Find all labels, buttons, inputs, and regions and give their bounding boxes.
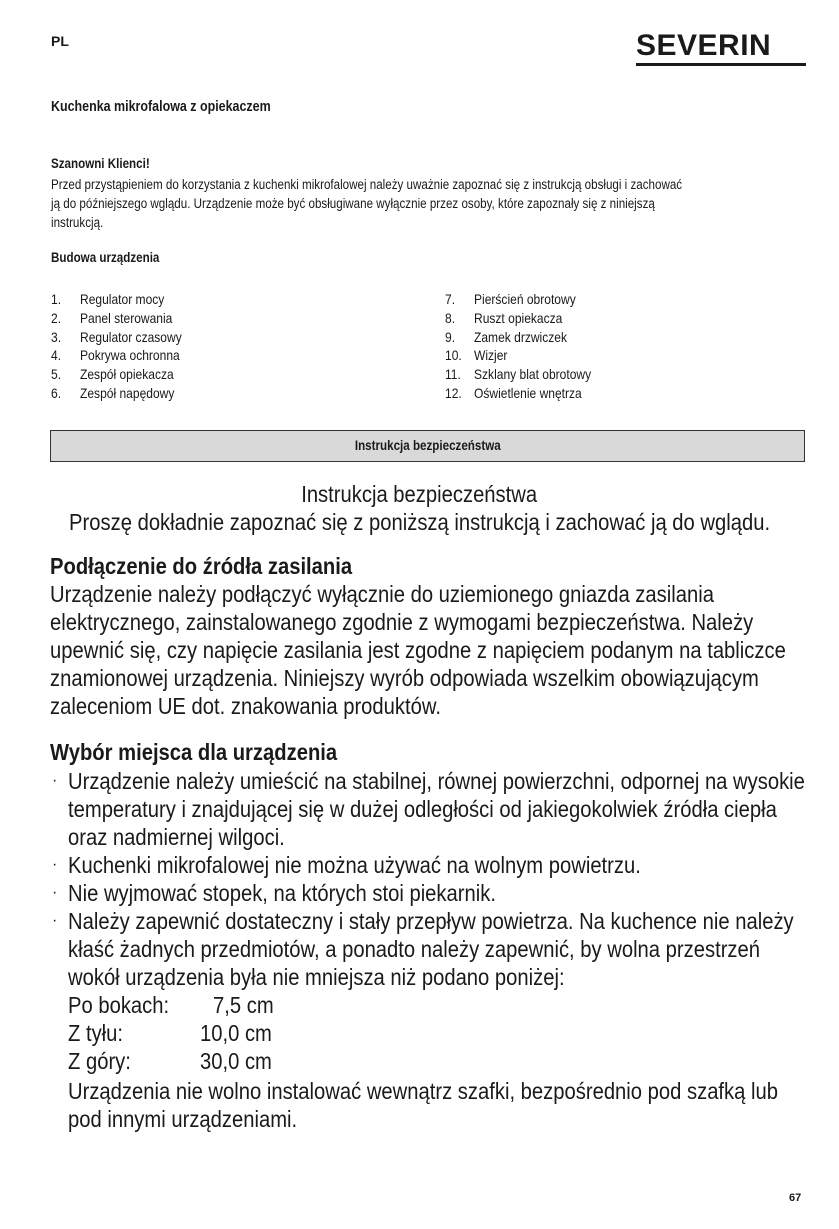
page-number: 67	[789, 1192, 802, 1204]
placement-closing	[68, 1077, 813, 1133]
construction-title	[51, 250, 177, 265]
greeting-text: Szanowni Klienci!	[51, 156, 150, 171]
brand-logo: SEVERIN	[636, 30, 806, 66]
placement-heading	[50, 738, 810, 766]
bullet-dot: ·	[52, 772, 58, 789]
safety-heading	[0, 480, 839, 508]
safety-banner	[50, 430, 805, 462]
item-label: Wizjer	[474, 347, 508, 364]
document-title	[51, 99, 306, 115]
bullet-line: Kuchenki mikrofalowej nie można używać na wolnym powietrzu.	[68, 852, 641, 878]
item-number: 12.	[445, 384, 462, 401]
power-line: Urządzenie należy podłączyć wyłącznie do uziemionego gniazda zasilania	[50, 581, 714, 607]
power-line: znamionowej urządzenia. Niniejszy wyrób odpowiada wszelkim obowiązującym	[50, 665, 759, 691]
item-label: Szklany blat obrotowy	[474, 366, 592, 383]
item-label: Zespół opiekacza	[80, 366, 174, 383]
closing-line: pod innymi urządzeniami.	[68, 1106, 298, 1132]
distance-value: 7,5 cm	[213, 992, 274, 1018]
bullet-line: wokół urządzenia była nie mniejsza niż podano poniżej:	[68, 964, 565, 990]
item-label: Panel sterowania	[80, 309, 173, 326]
bullet-text	[68, 767, 839, 851]
item-label: Pierścień obrotowy	[474, 291, 576, 307]
power-paragraph	[50, 580, 810, 720]
distance-label: Z tyłu:	[68, 1020, 124, 1046]
bullet-dot: ·	[52, 884, 58, 901]
safety-subheading	[0, 508, 839, 536]
item-label: Regulator mocy	[80, 291, 165, 307]
item-label: Oświetlenie wnętrza	[474, 384, 582, 401]
item-number: 2.	[51, 309, 62, 326]
power-heading-text: Podłączenie do źródła zasilania	[50, 553, 353, 579]
placement-heading-text: Wybór miejsca dla urządzenia	[50, 739, 338, 765]
item-number: 6.	[51, 384, 62, 401]
item-label: Pokrywa ochronna	[80, 347, 180, 364]
bullet-line: Urządzenie należy umieścić na stabilnej, równej powierzchni, odpornej na wysokie	[68, 768, 805, 794]
language-code: PL	[51, 33, 69, 49]
safety-banner-text: Instrukcja bezpieczeństwa	[354, 438, 501, 453]
item-number: 5.	[51, 366, 62, 383]
intro-line: instrukcją.	[51, 215, 104, 230]
closing-line: Urządzenia nie wolno instalować wewnątrz szafki, bezpośrednio pod szafką lub	[68, 1078, 778, 1104]
safety-subheading-text: Proszę dokładnie zapoznać się z poniższą instrukcją i zachować ją do wglądu.	[68, 509, 771, 535]
bullet-line: temperatury i znajdującej się w dużej odległości od jakiegokolwiek źródła ciepła	[68, 796, 777, 822]
item-label: Regulator czasowy	[80, 328, 182, 345]
distance-label: Po bokach:	[68, 992, 170, 1018]
greeting	[51, 156, 166, 171]
document-title-text: Kuchenka mikrofalowa z opiekaczem	[51, 99, 271, 115]
item-number: 11.	[445, 366, 461, 383]
item-number: 1.	[51, 291, 62, 307]
item-label: Zespół napędowy	[80, 384, 175, 401]
bullet-text	[68, 879, 566, 907]
item-number: 9.	[445, 328, 456, 345]
bullet-line: oraz nadmiernej wilgoci.	[68, 824, 285, 850]
item-label: Zamek drzwiczek	[474, 328, 568, 345]
power-line: zaleceniom UE dot. znakowania produktów.	[50, 693, 441, 719]
item-number: 10.	[445, 347, 462, 364]
construction-title-text: Budowa urządzenia	[51, 250, 160, 265]
power-heading	[50, 552, 810, 580]
item-label: Ruszt opiekacza	[474, 309, 563, 326]
item-number: 4.	[51, 347, 62, 364]
bullet-text	[68, 907, 839, 991]
distance-label: Z góry:	[68, 1048, 131, 1074]
safety-heading-text: Instrukcja bezpieczeństwa	[301, 481, 538, 507]
intro-line: Przed przystąpieniem do korzystania z kuchenki mikrofalowej należy uważnie zapoznać się z instrukcją obsługi i zachować	[51, 177, 683, 192]
bullet-dot: ·	[52, 912, 58, 929]
power-line: upewnić się, czy napięcie zasilania jest zgodne z napięciem podanym na tabliczce	[50, 637, 786, 663]
item-number: 7.	[445, 291, 456, 307]
distance-value: 30,0 cm	[200, 1048, 272, 1074]
bullet-line: Nie wyjmować stopek, na których stoi piekarnik.	[68, 880, 496, 906]
power-line: elektrycznego, zainstalowanego zgodnie z wymogami bezpieczeństwa. Należy	[50, 609, 754, 635]
intro-paragraph	[51, 175, 821, 232]
bullet-line: Należy zapewnić dostateczny i stały przepływ powietrza. Na kuchence nie należy	[68, 908, 794, 934]
bullet-line: kłaść żadnych przedmiotów, a ponadto należy zapewnić, by wolna przestrzeń	[68, 936, 761, 962]
item-number: 3.	[51, 328, 62, 345]
bullet-dot: ·	[52, 856, 58, 873]
bullet-text	[68, 851, 734, 879]
item-number: 8.	[445, 309, 456, 326]
distance-value: 10,0 cm	[200, 1020, 272, 1046]
intro-line: ją do późniejszego wglądu. Urządzenie może być obsługiwane wyłącznie przez osoby, które zapoznały się z niniejszą	[51, 196, 655, 211]
